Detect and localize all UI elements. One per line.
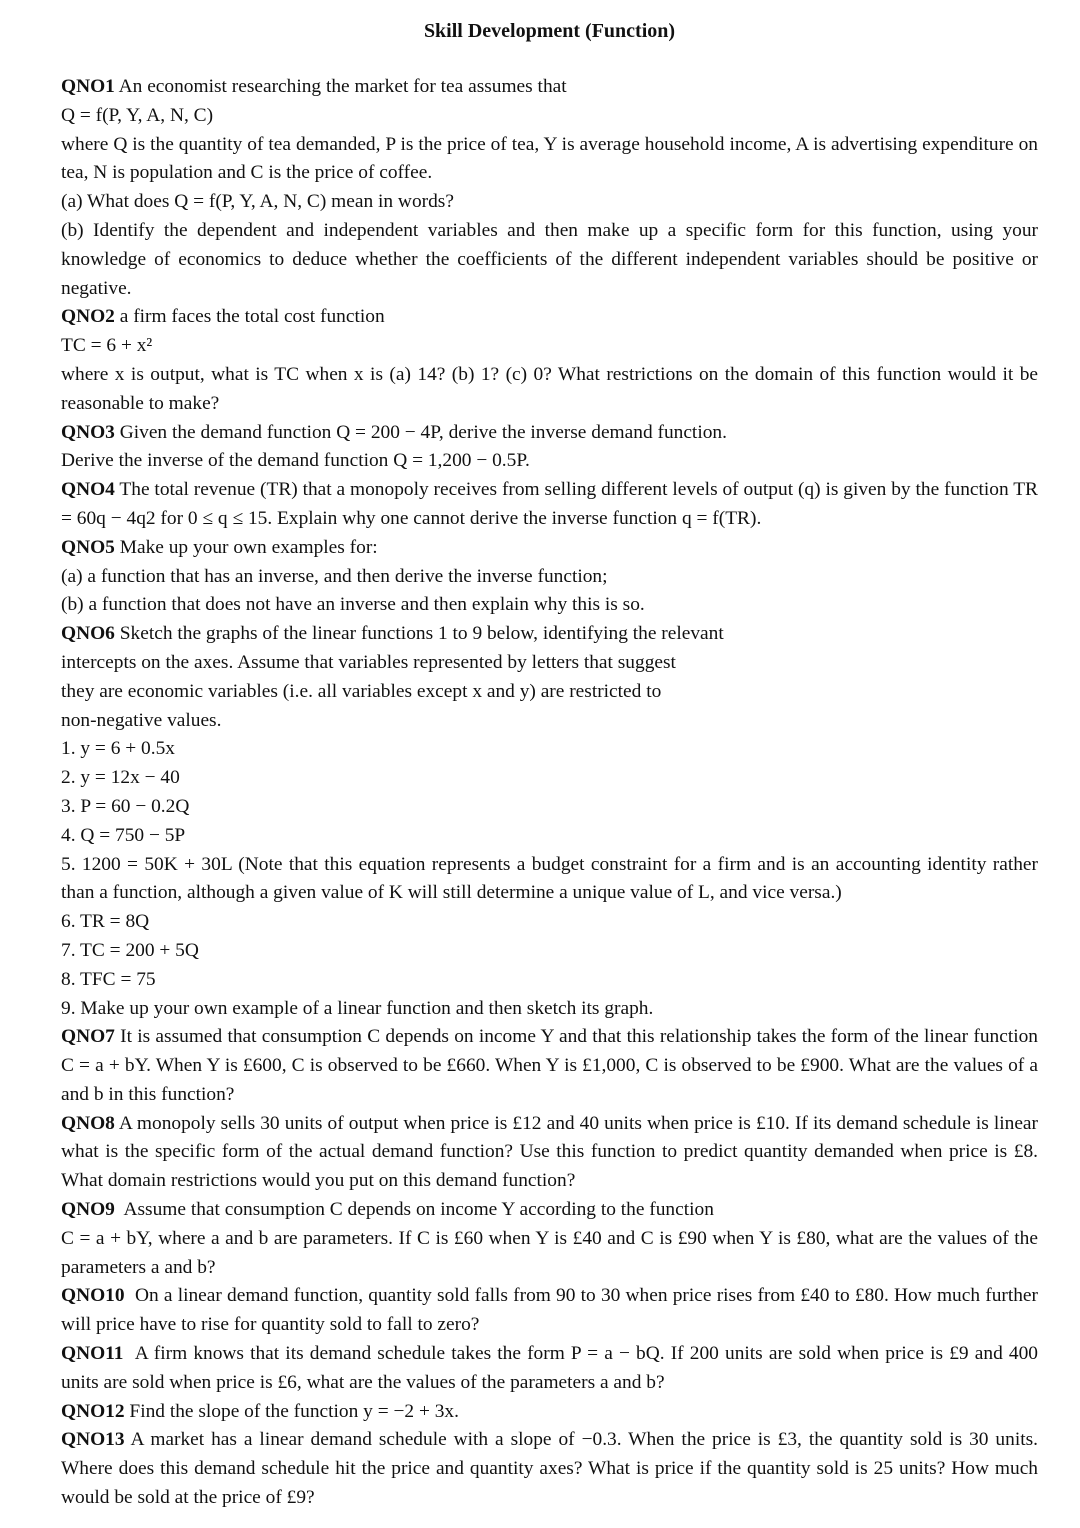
page-title: Skill Development (Function) xyxy=(423,20,676,42)
q6-item-5: 5. 1200 = 50K + 30L (Note that this equation represents a budget constraint for a firm and is an accounting identity rather than a function, although a given value of K will still determine a unique value of L, and vice versa.) xyxy=(61,853,1038,904)
q7-label: QNO7 xyxy=(61,1026,115,1048)
question-12 xyxy=(61,1398,1038,1427)
question-1 xyxy=(61,73,1038,303)
question-2 xyxy=(61,303,1038,418)
q6-item-8: 8. TFC = 75 xyxy=(61,968,156,990)
q6-item-6: 6. TR = 8Q xyxy=(61,911,150,933)
question-5 xyxy=(61,534,1038,620)
question-3 xyxy=(61,419,1038,477)
q6-item-4: 4. Q = 750 − 5P xyxy=(61,824,186,846)
q5-intro: QNO5 Make up your own examples for: xyxy=(61,536,378,558)
q13-body: QNO13 A market has a linear demand schedule with a slope of −0.3. When the price is £3, the quantity sold is 30 units. Where does this demand schedule hit the price and quantity axes? What is price if the quantity sold is 25 units? How much would be sold at the price of £9? xyxy=(61,1429,1038,1509)
q11-label: QNO11 xyxy=(61,1343,124,1365)
q8-label: QNO8 xyxy=(61,1112,115,1134)
question-7 xyxy=(61,1023,1038,1109)
q13-label: QNO13 xyxy=(61,1429,125,1451)
q9-label: QNO9 xyxy=(61,1199,115,1221)
question-4 xyxy=(61,476,1038,534)
q6-item-7: 7. TC = 200 + 5Q xyxy=(61,939,199,961)
q6-item-3: 3. P = 60 − 0.2Q xyxy=(61,795,190,817)
q5-part-b: (b) a function that does not have an inverse and then explain why this is so. xyxy=(61,594,645,616)
q2-formula: TC = 6 + x² xyxy=(61,335,153,357)
q3-label: QNO3 xyxy=(61,421,115,443)
q6-intro-line-3: they are economic variables (i.e. all variables except x and y) are restricted to xyxy=(61,680,662,702)
q1-part-b: (b) Identify the dependent and independent variables and then make up a specific form for this function, using your knowledge of economics to deduce whether the coefficients of the different independent variables should be positive or negative. xyxy=(61,219,1038,299)
q4-label: QNO4 xyxy=(61,479,115,501)
question-11 xyxy=(61,1340,1038,1398)
q10-body: QNO10 On a linear demand function, quantity sold falls from 90 to 30 when price rises from £40 to £80. How much further will price have to rise for quantity sold to fall to zero? xyxy=(61,1285,1038,1336)
question-10 xyxy=(61,1282,1038,1340)
q1-part-a: (a) What does Q = f(P, Y, A, N, C) mean in words? xyxy=(61,191,454,213)
q2-label: QNO2 xyxy=(61,306,115,328)
q6-item-1: 1. y = 6 + 0.5x xyxy=(61,738,175,760)
q2-body: where x is output, what is TC when x is (a) 14? (b) 1? (c) 0? What restrictions on the domain of this function would it be reasonable to make? xyxy=(61,363,1038,414)
q1-intro: QNO1 An economist researching the market for tea assumes that xyxy=(61,76,567,97)
question-9 xyxy=(61,1196,1038,1282)
q11-body: QNO11 A firm knows that its demand schedule takes the form P = a − bQ. If 200 units are sold when price is £9 and 400 units are sold when price is £6, what are the values of the parameters a and b? xyxy=(61,1343,1038,1393)
q1-definition: where Q is the quantity of tea demanded, P is the price of tea, Y is average household income, A is advertising expenditure on tea, N is population and C is the price of coffee. xyxy=(61,133,1038,184)
q4-body: QNO4 The total revenue (TR) that a monopoly receives from selling different levels of output (q) is given by the function TR = 60q − 4q2 for 0 ≤ q ≤ 15. Explain why one cannot derive the inverse function q = f(TR). xyxy=(61,479,1038,529)
q3-intro: QNO3 Given the demand function Q = 200 − 4P, derive the inverse demand function. xyxy=(61,421,727,443)
q6-label: QNO6 xyxy=(61,623,115,645)
q2-intro: QNO2 a firm faces the total cost function xyxy=(61,306,385,328)
question-13 xyxy=(61,1426,1038,1512)
q9-intro: QNO9 Assume that consumption C depends on income Y according to the function xyxy=(61,1199,714,1221)
q3-line2: Derive the inverse of the demand function Q = 1,200 − 0.5P. xyxy=(61,450,530,472)
q10-label: QNO10 xyxy=(61,1285,125,1307)
q6-item-9: 9. Make up your own example of a linear function and then sketch its graph. xyxy=(61,997,654,1019)
q6-intro-line-4: non-negative values. xyxy=(61,709,222,731)
question-6 xyxy=(61,620,1038,1023)
q1-formula: Q = f(P, Y, A, N, C) xyxy=(61,104,214,126)
q5-label: QNO5 xyxy=(61,536,115,558)
q8-body: QNO8 A monopoly sells 30 units of output when price is £12 and 40 units when price is £10. If its demand schedule is linear what is the specific form of the actual demand function? Use this function to predict quantity demanded when price is £8. What domain restrictions would you put on this demand function? xyxy=(61,1112,1038,1192)
q6-intro-line-2: intercepts on the axes. Assume that variables represented by letters that suggest xyxy=(61,651,676,673)
q12-body: QNO12 Find the slope of the function y = −2 + 3x. xyxy=(61,1400,459,1422)
q6-item-2: 2. y = 12x − 40 xyxy=(61,767,180,789)
q1-label: QNO1 xyxy=(61,76,115,97)
q6-intro-line-1: QNO6 Sketch the graphs of the linear functions 1 to 9 below, identifying the relevant xyxy=(61,623,724,645)
q9-body: C = a + bY, where a and b are parameters. If C is £60 when Y is £40 and C is £90 when Y is £80, what are the values of the parameters a and b? xyxy=(61,1227,1038,1278)
question-8 xyxy=(61,1110,1038,1196)
q12-label: QNO12 xyxy=(61,1400,125,1422)
q7-body: QNO7 It is assumed that consumption C depends on income Y and that this relationship takes the form of the linear function C = a + bY. When Y is £600, C is observed to be £660. When Y is £1,000, C is observed to be £900. What are the values of a and b in this function? xyxy=(61,1026,1038,1105)
q5-part-a: (a) a function that has an inverse, and then derive the inverse function; xyxy=(61,565,608,587)
